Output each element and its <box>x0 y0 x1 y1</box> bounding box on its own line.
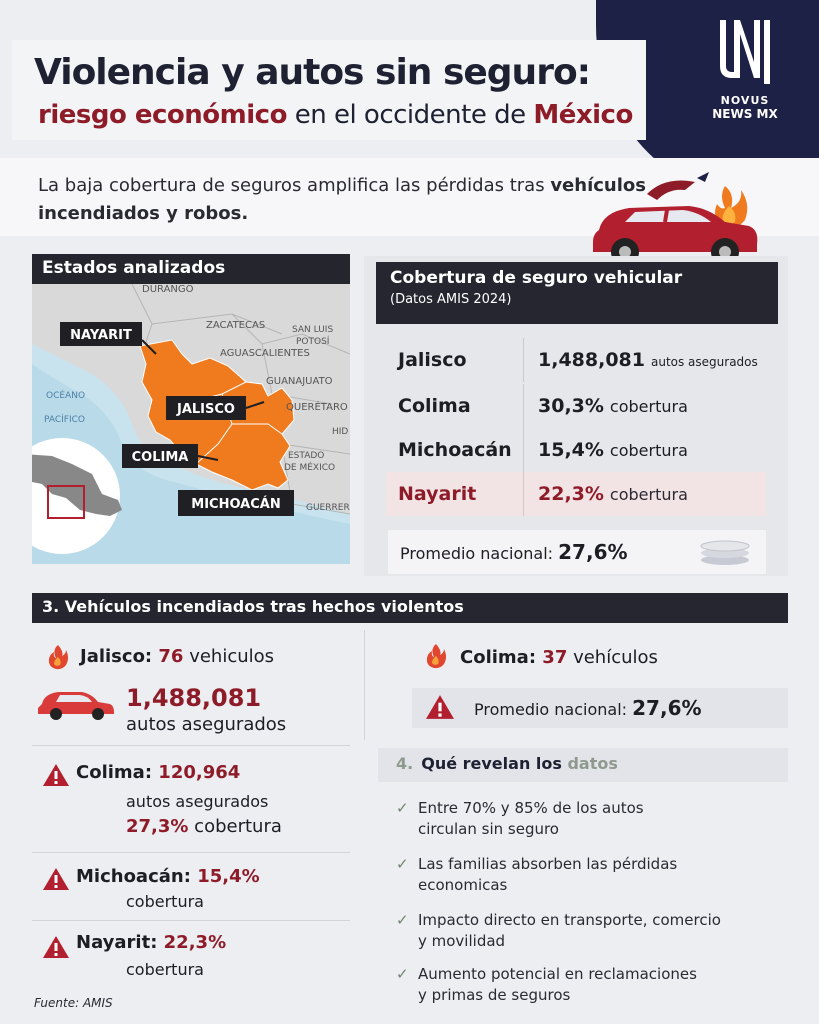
michoacan-unit: cobertura <box>126 892 204 911</box>
subtitle-highlight: riesgo económico <box>38 100 287 130</box>
colima-coverage: 27,3% cobertura <box>126 816 282 837</box>
svg-text:PACÍFICO: PACÍFICO <box>44 415 85 425</box>
insight-item: ✓ Impacto directo en transporte, comercio y movilidad <box>396 911 721 950</box>
novus-logo[interactable] <box>690 14 800 121</box>
michoacan-coverage: Michoacán: 15,4% <box>76 866 260 887</box>
avg-value: 27,6% <box>558 540 628 564</box>
warning-icon <box>424 693 456 721</box>
label-durango: DURANGO <box>142 284 194 295</box>
intro-bold: vehículos incendiados y robos. <box>38 175 646 224</box>
check-icon: ✓ <box>396 799 409 817</box>
colima-insured: Colima: 120,964 <box>76 762 241 783</box>
coverage-subtitle: (Datos AMIS 2024) <box>390 292 512 307</box>
section4-heading: 4. Qué revelan los datos <box>378 748 788 782</box>
row-state: Colima <box>386 384 524 428</box>
row-state: Michoacán <box>386 428 524 472</box>
jalisco-burned: Jalisco: 76 vehiculos <box>80 646 275 667</box>
warning-icon <box>42 934 70 960</box>
svg-text:POTOSÍ: POTOSÍ <box>296 337 330 347</box>
car-icon <box>36 684 116 720</box>
divider <box>32 745 350 746</box>
check-icon: ✓ <box>396 855 409 873</box>
insight-item: ✓ Entre 70% y 85% de los autos circulan sin seguro <box>396 799 644 838</box>
svg-text:QUERÉTARO: QUERÉTARO <box>286 402 348 413</box>
avg-value: 27,6% <box>632 696 702 720</box>
svg-text:HID: HID <box>332 427 349 437</box>
subtitle-middle: en el occidente de <box>286 100 534 130</box>
coverage-row-jalisco <box>386 338 766 382</box>
insight-item: ✓ Aumento potencial en reclamaciones y primas de seguros <box>396 965 697 1004</box>
warning-icon <box>42 866 70 892</box>
coins-icon <box>698 538 752 566</box>
region-map <box>32 284 350 564</box>
divider <box>32 920 350 921</box>
svg-text:DE MÉXICO: DE MÉXICO <box>284 463 336 473</box>
colima-burned: Colima: 37 vehículos <box>460 647 658 668</box>
row-state: Nayarit <box>386 472 524 516</box>
row-value: 30,3% cobertura <box>538 395 688 417</box>
coverage-title: Cobertura de seguro vehicular <box>390 268 683 288</box>
svg-text:SAN LUIS: SAN LUIS <box>292 325 334 335</box>
novus-logo-mark <box>714 14 776 90</box>
row-state: Jalisco <box>386 338 524 382</box>
tag-colima-text: COLIMA <box>131 450 189 465</box>
coverage-row-colima <box>386 384 766 428</box>
coverage-row-nayarit <box>386 472 766 516</box>
svg-text:OCÉANO: OCÉANO <box>46 391 86 401</box>
page-subtitle <box>38 100 633 130</box>
row-value: 15,4% cobertura <box>538 439 688 461</box>
intro-body: La baja cobertura de seguros amplifica las pérdidas tras <box>38 175 551 196</box>
check-icon: ✓ <box>396 911 409 929</box>
source-note: Fuente: AMIS <box>34 996 113 1010</box>
page-title: Violencia y autos sin seguro: <box>34 52 591 93</box>
jalisco-insured-unit: autos asegurados <box>126 714 287 735</box>
coverage-row-michoacan <box>386 428 766 472</box>
colima-insured-unit: autos asegurados <box>126 792 269 811</box>
warning-icon <box>42 762 70 788</box>
subtitle-mexico: México <box>533 100 633 130</box>
svg-text:ESTADO: ESTADO <box>288 451 325 461</box>
tag-jalisco-text: JALISCO <box>177 402 235 417</box>
column-divider <box>364 630 365 740</box>
section3-heading: 3. Vehículos incendiados tras hechos violentos <box>32 593 788 623</box>
map-panel <box>32 284 350 564</box>
jalisco-insured-value: 1,488,081 <box>126 684 262 712</box>
tag-michoacan <box>178 490 294 516</box>
nayarit-unit: cobertura <box>126 960 204 979</box>
insight-item: ✓ Las familias absorben las pérdidas economicas <box>396 855 678 894</box>
avg-label: Promedio nacional: <box>400 544 559 563</box>
svg-text:GUANAJUATO: GUANAJUATO <box>266 376 333 387</box>
svg-text:AGUASCALIENTES: AGUASCALIENTES <box>220 348 310 359</box>
tag-michoacan-text: MICHOACÁN <box>191 497 281 512</box>
divider <box>32 852 350 853</box>
avg-label: Promedio nacional: <box>474 700 633 719</box>
tag-nayarit-text: NAYARIT <box>70 328 132 343</box>
fire-icon <box>46 644 70 670</box>
svg-text:GUERRER: GUERRER <box>306 503 350 513</box>
map-heading: Estados analizados <box>32 254 350 284</box>
fire-icon <box>424 643 448 669</box>
coverage-average <box>388 530 766 574</box>
check-icon: ✓ <box>396 965 409 983</box>
logo-line2: NEWS MX <box>712 107 778 121</box>
row-value: 22,3% cobertura <box>538 483 688 505</box>
national-average-box <box>412 688 788 728</box>
row-value: 1,488,081 autos asegurados <box>538 349 758 371</box>
intro-text <box>38 172 678 228</box>
logo-line1: NOVUS <box>720 94 770 107</box>
svg-text:ZACATECAS: ZACATECAS <box>206 320 266 331</box>
coverage-heading <box>376 262 778 324</box>
nayarit-coverage: Nayarit: 22,3% <box>76 932 227 953</box>
